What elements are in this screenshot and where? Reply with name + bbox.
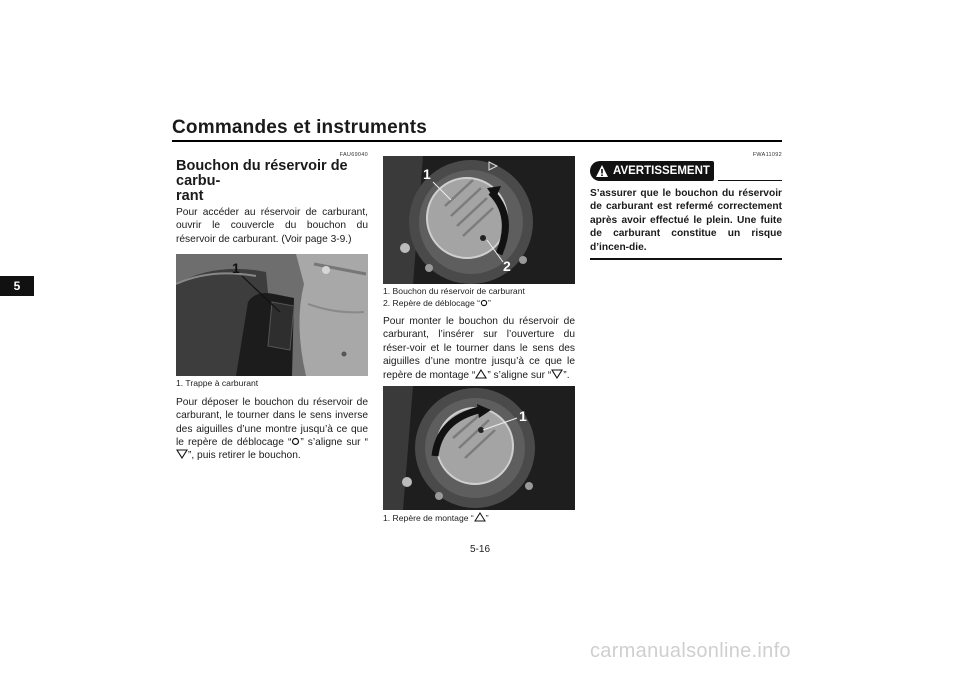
remove-text-part-1: Pour déposer le bouchon du réservoir de carburant, le tourner dans le sens inverse des aiguilles d’une montre jusqu’à ce que le repère de déblocage “ [176,396,368,448]
middle-column [383,152,575,525]
warning-label: AVERTISSEMENT [613,165,710,177]
intro-paragraph: Pour accéder au réservoir de carburant, ouvrir le couvercle du bouchon du réservoir de carburant. (Voir page 3-9.) [176,207,368,245]
warning-badge [590,161,714,181]
remove-cap-paragraph [176,396,368,463]
figure-caption: 1. Trappe à carburant [176,378,259,389]
caption-install-text-b: ” [485,513,489,524]
small-circle-icon [480,299,488,307]
install-text-part-3: ”. [563,369,570,381]
figure-caption-1: 1. Bouchon du réservoir de carburant [383,286,525,296]
fuel-lid-photo [176,254,368,376]
header-title: Commandes et instruments [172,117,428,138]
triangle-up-icon [475,369,487,379]
install-text-part-2: ” s’aligne sur “ [487,369,552,381]
small-circle-icon [291,437,300,446]
fig-callout-unlock-mark: 2 [503,258,511,274]
warning-end-rule [590,258,782,260]
install-text-part-1: Pour monter le bouchon du réservoir de carburant, l’insérer sur l’ouverture du réser-voir et le tourner dans le sens des aiguilles d’une montre jusqu’à ce que le repère de montage “ [383,316,575,381]
fig-callout-cap: 1 [423,166,431,182]
figure-caption-install [383,512,575,525]
figure-caption-2 [383,298,575,310]
triangle-up-icon [474,512,486,522]
chapter-tab: 5 [0,276,34,296]
warning-rule [718,180,782,181]
fuel-cap-illustration [383,156,575,284]
warning-text: S’assurer que le bouchon du réservoir de carburant est refermé correctement après avoir effectué le plein. Une fuite de carburant constitue un risque d’incen-die. [590,188,782,253]
header-rule [172,140,782,142]
left-column [176,152,368,463]
caption-install-text-a: 1. Repère de montage “ [383,513,474,524]
fuel-cap-install-illustration [383,386,575,510]
warning-triangle-icon [595,164,609,178]
triangle-down-icon [176,449,188,459]
watermark: carmanualsonline.info [590,640,791,662]
warning-code: FWA11092 [752,152,782,158]
fuel-cap-photo-install [383,386,575,510]
fig-callout-1: 1 [232,260,240,277]
fig-callout-install-mark: 1 [519,408,527,425]
triangle-down-icon [551,369,563,379]
fuel-cap-photo-unlock [383,156,575,284]
caption-2-text-b: ” [488,297,491,308]
remove-text-part-2: ” s’aligne sur “ [300,436,368,448]
right-column [590,152,782,260]
remove-text-part-3: ”, puis retirer le bouchon. [188,450,301,462]
section-code: FAU69040 [339,152,368,158]
warning-header [590,161,782,181]
caption-2-text-a: 2. Repère de déblocage “ [383,297,480,308]
section-heading: Bouchon du réservoir de carbu- rant [176,158,348,204]
install-cap-paragraph [383,315,575,382]
fuel-lid-illustration [176,254,368,376]
page-number: 5-16 [469,544,490,555]
